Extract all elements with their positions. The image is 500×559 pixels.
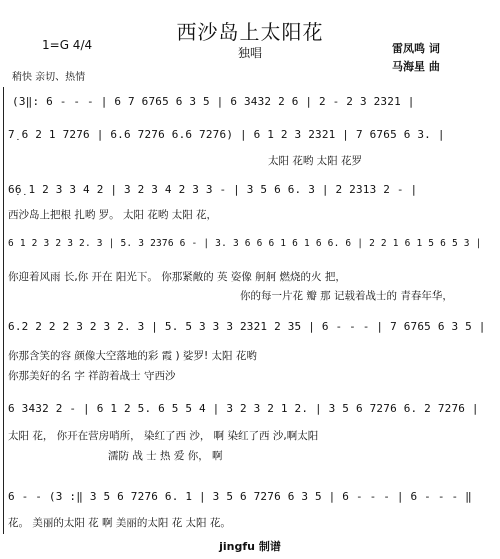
score-line-4-lyrics-verse2: 你的每一片花 瓣 那 记载着战士的 青春年华， [240,290,453,302]
score-line-5-lyrics-verse2: 你那美好的名 字 祥韵着战士 守西沙 [8,370,176,382]
score-line-3-lyrics: 西沙岛上把根 扎哟 罗。 太阳 花哟 太阳 花， [8,209,218,221]
composer-credit: 马海星 曲 [392,60,440,73]
score-line-6-music: 6 3432 2 - | 6 1 2 5. 6 5 5 4 | 3 2 3 2 1 2. | 3 5 6 7276 6. 2 7276 | [8,402,479,415]
score-line-7-music: 6 - - (3 :‖ 3 5 6 7276 6. 1 | 3 5 6 7276 6 3 5 | 6 - - - | 6 - - - ‖ [8,490,472,503]
score-line-2-music: 7̣ 6 2 1 7276 | 6.6 7276 6.6 7276) | 6 1 2 3 2321 | 7 6765 6 3. | [8,128,445,141]
song-subtitle: 独唱 [237,46,262,60]
lyricist-credit: 雷凤鸣 词 [392,42,440,55]
key-signature: 1=G 4/4 [42,38,93,52]
score-frame [3,87,492,534]
score-line-4-music: 6 1 2 3 2 3 2. 3 | 5. 3 2376 6 - | 3. 3 6 6 6 1 6 1 6 6. 6 | 2 2 1 6 1 5 6 5 3 | [8,238,482,249]
score-line-5-music: 6.2 2 2 2 3 2 3 2. 3 | 5. 5 3 3 3 2321 2 35 | 6 - - - | 7 6765 6 3 5 | [8,320,486,333]
score-line-5-lyrics: 你那含笑的容 颜像大空落地的彩 霞 ) 娑罗! 太阳 花哟 [8,350,257,362]
score-line-1-music: (3‖: 6 - - - | 6 7 6765 6 3 5 | 6 3432 2 6 | 2 - 2 3 2321 | [12,95,415,108]
tempo-marking: 稍快 亲切、热情 [12,72,86,83]
score-line-4-lyrics: 你迎着风雨 长,你 开在 阳光下。 你那紧敞的 英 姿像 舸舸 燃烧的火 把， [8,271,346,283]
score-line-6-lyrics: 太阳 花， 你开在营房哨所， 染红了西 沙， 啊 染红了西 沙,啊太阳 [8,430,319,442]
score-line-7-lyrics: 花。 美丽的太阳 花 啊 美丽的太阳 花 太阳 花。 [8,517,231,529]
song-title: 西沙岛上太阳花 [176,20,324,44]
score-line-3-music: 6̣6̣ 1 2 3 3 4 2 | 3 2 3 4 2 3 3 - | 3 5 6 6. 3 | 2 2313 2 - | [8,183,418,196]
score-line-6-lyrics-verse2: 濡防 战 士 热 爱 你， 啊 [108,450,223,462]
footer-credit: jingfu 制谱 [219,540,281,553]
score-line-2-lyrics: 太阳 花哟 太阳 花罗 [268,155,363,167]
